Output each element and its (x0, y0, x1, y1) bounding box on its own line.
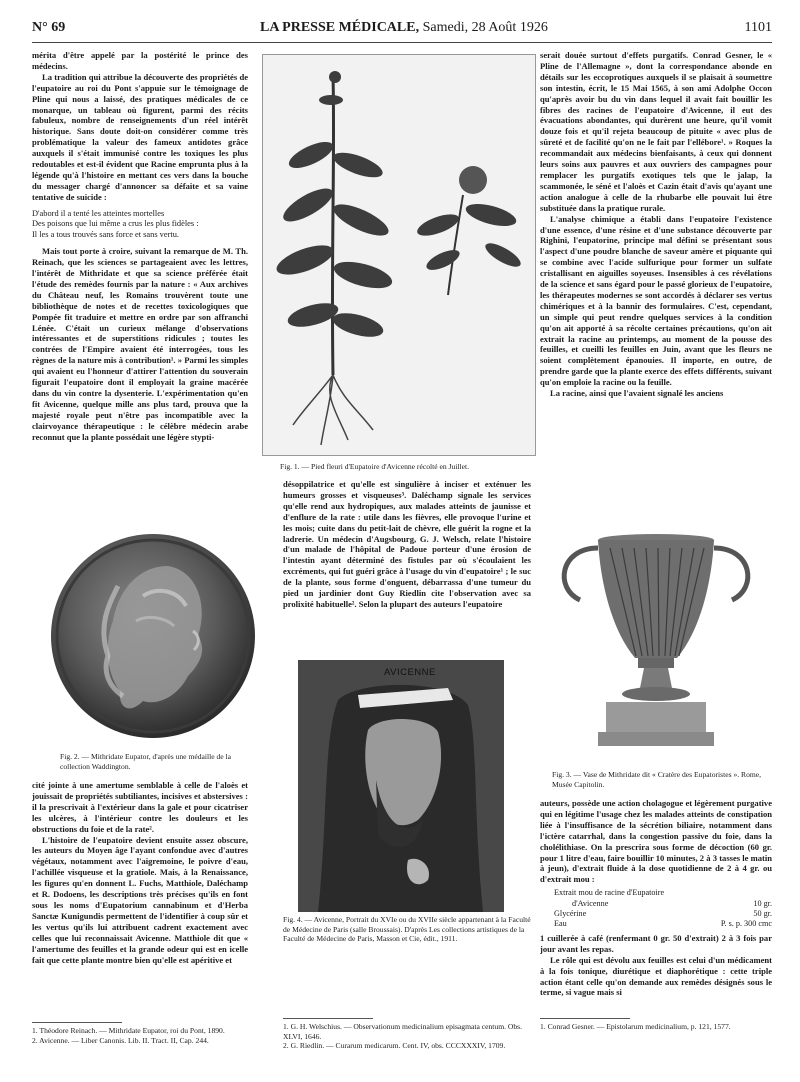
footnote-rule (283, 1018, 373, 1019)
figure-vase (540, 528, 772, 766)
footnote: 1. Conrad Gesner. — Epistolarum medicinalium, p. 121, 1577. (540, 1022, 731, 1031)
footnote-rule (540, 1018, 630, 1019)
paragraph: serait douée surtout d'effets purgatifs. Conrad Gesner, le « Pline de l'Allemagne », dont la correspondance abonde en détails sur les eccoprotiques auxquels il se plaisait à soumettre son intestin, écrit, le 15 Mai 1565, à son ami Adolphe Occon qu'après avoir bu du vin dans lequel il avait fait bouillir les fibres des racines de l'eupatoire d'Avicenne, il eut des évacuations abondantes, qui durèrent une heure, qu'il vomit douze fois et qu'il rejeta beaucoup de pituite « avec plus de sûreté et de facilité qu'on ne le fait par l'ellébore¹. » Roques la recommandait aux médecins bienfaisants, à ceux qui donnent leurs soins aux pauvres et aux ouvriers des campagnes pour remplacer les purgatifs exotiques tels que le jalap, la scammonée, le séné et l'aloès et Cazin était d'avis qu'ayant une action analogue à celle de la rhubarbe elle pouvait lui être substituée dans la pratique rurale. (540, 50, 772, 213)
journal-title (260, 20, 548, 36)
formula-ingredient: Glycérine (554, 909, 587, 919)
page-number: 1101 (744, 20, 772, 35)
paragraph: mérita d'être appelé par la postérité le prince des médecins. (32, 50, 248, 71)
medal-illustration (48, 526, 258, 746)
footnotes-middle (283, 1022, 531, 1051)
paragraph: 1 cuillerée à café (renfermant 0 gr. 50 d'extrait) 2 à 3 fois par jour avant les repas. (540, 932, 772, 954)
footnote-rule (32, 1022, 122, 1023)
paragraph: auteurs, possède une action cholagogue et légèrement purgative qui en légitime l'usage chez les malades atteints de constipation liée à l'insuffisance de la sécrétion biliaire, notamment dans l'ictère catarrhal, dans la congestion passive du foie, dans la cholélithiase. On la prescrira sous forme de décoction (60 gr. pour 1 litre d'eau, faire bouillir 10 minutes, 2 à 3 tasses le matin à jeun), d'extrait fluide à la dose quotidienne de 2 à 4 gr. ou d'extrait mou : (540, 798, 772, 885)
figure-avicenne-portrait (298, 660, 504, 912)
paragraph: désoppilatrice et qu'elle est singulière à inciser et exténuer les humeurs grosses et visqueuses³. Daléchamp signale les services qu'elle rend aux hydropiques, aux malades atteints de jaunisse et d'enflure de la rate : utile dans les fièvres, elle provoque l'urine et les mois; cuite dans du petit-lait de chèvre, elle guérit la rogne et la ladrerie. Un médecin d'Augsbourg, G. J. Welsch, relate l'histoire d'un malade de l'hôpital de Padoue porteur d'une érosion de l'intestin ayant déterminé des fistules par où s'écoulaient les excréments, qui fut guéri grâce à l'usage du vin d'eupatoire¹ ; le suc de la plante, sous forme d'onguent, débarrassa d'une tumeur du pied un jardinier dont Guy Riedlin cite l'observation avec sa prolixité habituelle². Selon la plupart des auteurs l'eupatoire (283, 479, 531, 609)
avicenne-portrait-illustration (298, 660, 504, 912)
paragraph: La racine, ainsi que l'avaient signalé les anciens (550, 388, 724, 399)
cratere-vase-illustration (540, 528, 772, 766)
figure-caption: Fig. 3. — Vase de Mithridate dit « Cratère des Eupatoristes ». Rome, Musée Capitolin. (552, 770, 762, 789)
paragraph: Le rôle qui est dévolu aux feuilles est celui d'un médicament à la fois tonique, diurétique et diaphorétique : cette triple action étant celle qu'on demande aux remèdes désignés sous le terme, si vague mais si (540, 954, 772, 998)
column-right-bottom (540, 798, 772, 1013)
issue-number: N° 69 (32, 20, 66, 35)
column-left-bottom (32, 780, 248, 1020)
page-header (32, 20, 772, 42)
paragraph: L'analyse chimique a établi dans l'eupatoire l'existence d'une essence, d'une résine et d'une substance découverte par Righini, l'eupatorine, principe mal défini se présentant sous l'aspect d'une poudre blanche de saveur amère et piquante qui se combine avec l'acide sulfurique pour former un sulfate cristallisant en aiguilles soyeuses. Insensibles à ces révélations de la science et sans égard pour le passé glorieux de l'eupatoire, les thérapeutes modernes se sont accordés à déclarer ses vertus chimériques et à la bannir des formulaires. C'est, cependant, un simple qui peut rendre quelques services à la condition qu'on ait apporté à sa récolte certaines précautions, qu'on ait extrait la racine au printemps, au moment de la pousse des feuilles, et cueilli les feuilles en Juin, avant que les fleurs ne soient complètement épanouies. Il importe, en outre, de prendre garde que la plante exerce des effets différents, suivant qu'on emploie la racine ou la feuille. (540, 213, 772, 388)
eupatoire-plant-illustration (263, 55, 535, 455)
column-middle (283, 479, 531, 649)
paragraph: Mais tout porte à croire, suivant la remarque de M. Th. Reinach, que les sciences se partageaient avec les lettres, l'intérêt de Mithridate et que sa science préférée était l'étude des remèdes fournis par la nature : « Aux archives du Château neuf, les Romains trouvèrent toute une bibliothèque de notes et de recettes toxicologiques que Pompée fit traduire et mettre en ordre par son affranchi Lénée. C'était un curieux mélange d'observations intéressantes et de superstitions ridicules ; toutes les contrées de l'Empire avaient été interrogées, tous les règnes de la nature mis à contribution¹. » Parmi les simples qui avaient eu l'honneur d'attirer l'attention du souverain figurait l'eupatoire dont il employait la graine macérée dans du vin contre la dysenterie. L'expérimentation qu'en fit Avicenne, quelque mille ans plus tard, prouva que la majesté royale peut n'être pas incompatible avec la clairvoyance thérapeutique : le célèbre médecin arabe reconnut que la plante possédait une légère stypti- (32, 246, 248, 442)
formula-title: Extrait mou de racine d'Eupatoire (554, 888, 665, 898)
paragraph: cité jointe à une amertume semblable à celle de l'aloès et jouissait de propriétés subtiliantes, incisives et abstersives : il la prescrivait à l'extérieur dans la gale et pour cicatriser les ulcères, à l'intérieur contre les douleurs et les obstructions du foie et de la rate². (32, 780, 248, 834)
figure-caption: Fig. 1. — Pied fleuri d'Eupatoire d'Avicenne récolté en Juillet. (280, 462, 470, 471)
formula-quantity: P. s. p. 300 cmc (720, 919, 772, 929)
figure-caption: Fig. 4. — Avicenne, Portrait du XVIe ou du XVIIe siècle appartenant à la Faculté de Médecine de Paris (salle Broussais). D'après Les collections artistiques de la Faculté de Médecine de Paris, Masson et Cie, édit., 1911. (283, 915, 531, 944)
footnotes-left (32, 1026, 248, 1045)
formula-row (554, 919, 772, 929)
footnote: 2. G. Riedlin. — Curarum medicarum. Cent. IV, obs. CCCXXXIV, 1709. (283, 1041, 506, 1051)
formula-quantity: 50 gr. (753, 909, 772, 919)
footnote: 1. G. H. Welschius. — Observationum medicinalium episagmata centum. Obs. XLVI, 1646. (283, 1022, 523, 1041)
figure-plant (262, 54, 536, 456)
formula-row (554, 899, 772, 909)
column-left-top (32, 50, 248, 510)
issue-date: Samedi, 28 Août 1926 (422, 20, 548, 35)
header-rule (32, 42, 772, 43)
formula-row (554, 909, 772, 919)
footnote: 2. Avicenne. — Liber Canonis. Lib. II. Tract. II, Cap. 244. (32, 1035, 209, 1045)
verse-line: D'abord il a tenté les atteintes mortelles (32, 208, 165, 218)
prescription-formula (554, 888, 772, 930)
figure-medal (48, 526, 258, 746)
column-right-top (540, 50, 772, 520)
racine-verse (32, 209, 248, 241)
verse-line: Des poisons que lui même a crus les plus fidèles : (32, 219, 199, 229)
verse-line: Il les a tous trouvés sans force et sans vertu. (32, 229, 179, 239)
formula-ingredient: d'Avicenne (572, 898, 609, 908)
journal-name: LA PRESSE MÉDICALE, (260, 20, 420, 35)
paragraph: L'histoire de l'eupatoire devient ensuite assez obscure, les auteurs du Moyen âge l'ayant confondue avec d'autres végétaux, notamment avec l'aigremoine, le poivre d'eau, l'achillée visqueuse et la gratiole. Mais, à la Renaissance, les figures qu'en donnent L. Fuchs, Matthiole, Daléchamp et R. Dodoens, les descriptions très précises qu'ils en font sous les noms d'Eupatorium cannabinum et d'Herba Sanctæ Kunigundis permettent de l'identifier à coup sûr et les vertus qu'ils lui attribuent cadrent exactement avec celles que lui reconnaissait Avicenne. Matthiole dit que « l'amertume des feuilles et la grande odeur qui est en icelle fait que cette plante montre bien qu'elle est apéritive et (32, 834, 248, 965)
footnote: 1. Théodore Reinach. — Mithridate Eupator, roi du Pont, 1890. (32, 1026, 225, 1035)
figure-caption: Fig. 2. — Mithridate Eupator, d'après une médaille de la collection Waddington. (60, 752, 232, 771)
portrait-label: AVICENNE (384, 667, 436, 678)
paragraph: La tradition qui attribue la découverte des propriétés de l'eupatoire au roi du Pont s'appuie sur le témoignage de Pline qui nous a laissé, des pratiques médicales de ce monarque, un tableau où figurent, parmi des récits fabuleux, nombre de renseignements d'un réel intérêt historique. Sans doute doit-on considérer comme très problématique la valeur des fameux antidotes grâce auxquels il s'était immunisé contre les toxiques les plus redoutables et est-il évident que Racine emprunta plus à la légende qu'à l'histoire en mettant ces vers dans la bouche du messager chargé d'annoncer sa défaite et sa vaine tentative de suicide : (32, 71, 248, 202)
footnotes-right (540, 1022, 772, 1032)
formula-quantity: 10 gr. (753, 898, 772, 908)
formula-ingredient: Eau (554, 919, 567, 929)
